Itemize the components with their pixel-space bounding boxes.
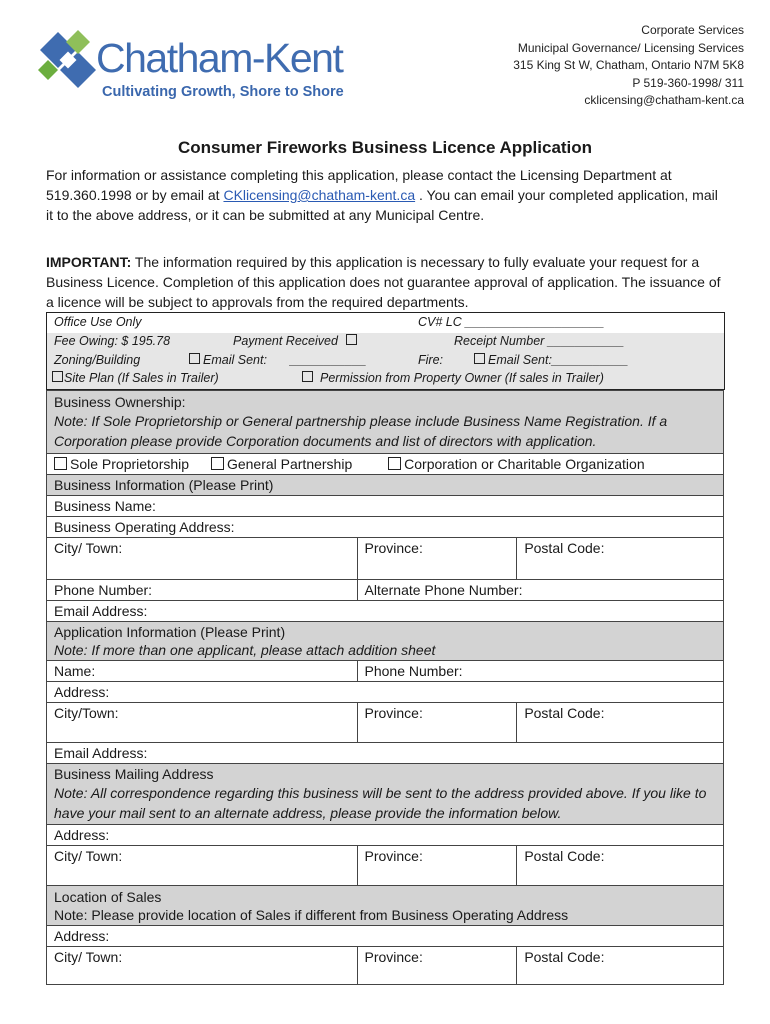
intro-text-end: . You can email your completed application, mail it to the above address, or it can be submitted at any Municipal Centre. [46,187,718,223]
application-info-heading: Application Information (Please Print) [54,624,286,640]
location-province-field[interactable]: Province: [357,947,517,985]
ownership-heading: Business Ownership: [54,394,186,410]
option-general-partnership[interactable]: General Partnership [211,456,352,472]
mailing-city-field[interactable]: City/ Town: [47,846,358,886]
phone-number-field[interactable]: Phone Number: [47,580,358,601]
applicant-address-field[interactable]: Address: [47,682,724,703]
logo-tagline: Cultivating Growth, Shore to Shore [102,84,344,100]
location-address-field[interactable]: Address: [47,926,724,947]
important-label: IMPORTANT: [46,254,132,270]
general-partnership-checkbox[interactable] [211,457,224,470]
logo-name: Chatham-Kent [96,35,343,81]
email-sent-zoning-blank: ___________ [290,353,367,367]
cv-lc-field: CV# LC ____________________ [418,315,605,329]
application-form-table [46,390,724,985]
mailing-note: Note: All correspondence regarding this business will be sent to the address provided above. If you like to have your mail sent to an alternate address, please provide the information below. [54,785,707,821]
sole-proprietorship-checkbox[interactable] [54,457,67,470]
mailing-address-field[interactable]: Address: [47,825,724,846]
contact-block [513,22,744,110]
permission-checkbox[interactable] [302,371,313,382]
contact-line: Municipal Governance/ Licensing Services [517,40,744,55]
corporation-checkbox[interactable] [388,457,401,470]
email-sent-fire: Email Sent:___________ [471,353,628,367]
office-use-header-row [47,313,724,333]
applicant-phone-field[interactable]: Phone Number: [357,661,724,682]
fire-label: Fire: [418,353,443,367]
contact-email[interactable]: cklicensing@chatham-kent.ca [584,93,744,107]
province-field[interactable]: Province: [357,538,517,580]
site-plan-checkbox[interactable] [52,371,63,382]
contact-line: P 519-360-1998/ 311 [632,75,744,90]
zoning-building-label: Zoning/Building [54,353,141,367]
location-city-field[interactable]: City/ Town: [47,947,358,985]
location-heading: Location of Sales [54,889,162,905]
licensing-email-link[interactable]: CKlicensing@chatham-kent.ca [223,187,416,203]
important-paragraph [46,252,726,312]
email-address-field[interactable]: Email Address: [47,601,724,622]
applicant-name-field[interactable]: Name: [47,661,358,682]
location-postal-field[interactable]: Postal Code: [517,947,724,985]
application-info-note: Note: If more than one applicant, please attach addition sheet [54,642,436,658]
important-text: The information required by this application is necessary to fully evaluate your request for a Business Licence. Completion of this application does not guarantee approval of application. The issuance of a licence will be subject to approvals from the required departments. [46,254,721,310]
mailing-section [47,764,724,825]
location-note: Note: Please provide location of Sales if different from Business Operating Address [54,907,569,923]
payment-received-label: Payment Received [233,334,360,348]
intro-text: For information or assistance completing this application, please contact the Licensing Department at 519.360.1998 or by email at [46,167,672,203]
application-info-section [47,622,724,661]
permission-property-owner: Permission from Property Owner (If sales in Trailer) [299,371,604,385]
applicant-city-field[interactable]: City/Town: [47,703,358,743]
business-address-field[interactable]: Business Operating Address: [47,517,724,538]
mailing-postal-field[interactable]: Postal Code: [517,846,724,886]
diamond-logo-icon [38,30,98,90]
email-sent-zoning: Email Sent: [186,353,267,367]
mailing-province-field[interactable]: Province: [357,846,517,886]
office-use-box [46,312,725,390]
contact-line: 315 King St W, Chatham, Ontario N7M 5K8 [513,58,744,72]
applicant-email-field[interactable]: Email Address: [47,743,724,764]
email-sent-zoning-checkbox[interactable] [189,353,200,364]
office-use-heading: Office Use Only [54,315,142,329]
ownership-section [47,391,724,454]
applicant-province-field[interactable]: Province: [357,703,517,743]
fee-owing: Fee Owing: $ 195.78 [54,334,171,348]
business-info-heading: Business Information (Please Print) [47,475,724,496]
page-title: Consumer Fireworks Business Licence Application [177,138,593,157]
option-sole-proprietorship[interactable]: Sole Proprietorship [54,456,189,472]
site-plan: Site Plan (If Sales in Trailer) [52,371,219,385]
applicant-postal-field[interactable]: Postal Code: [517,703,724,743]
business-name-field[interactable]: Business Name: [47,496,724,517]
mailing-heading: Business Mailing Address [54,766,214,782]
ownership-options [47,454,724,475]
payment-received-checkbox[interactable] [346,334,357,345]
alternate-phone-field[interactable]: Alternate Phone Number: [357,580,724,601]
contact-line: Corporate Services [641,23,744,37]
intro-paragraph [46,165,726,225]
city-town-field[interactable]: City/ Town: [47,538,358,580]
location-section [47,886,724,926]
ownership-note: Note: If Sole Proprietorship or General partnership please include Business Name Registration. If a Corporation please provide Corporation documents and list of directors with application. [54,413,668,449]
postal-code-field[interactable]: Postal Code: [517,538,724,580]
email-sent-fire-checkbox[interactable] [474,353,485,364]
chatham-kent-logo [38,26,358,106]
receipt-number-field: Receipt Number ___________ [454,334,625,348]
option-corporation[interactable]: Corporation or Charitable Organization [388,456,644,472]
